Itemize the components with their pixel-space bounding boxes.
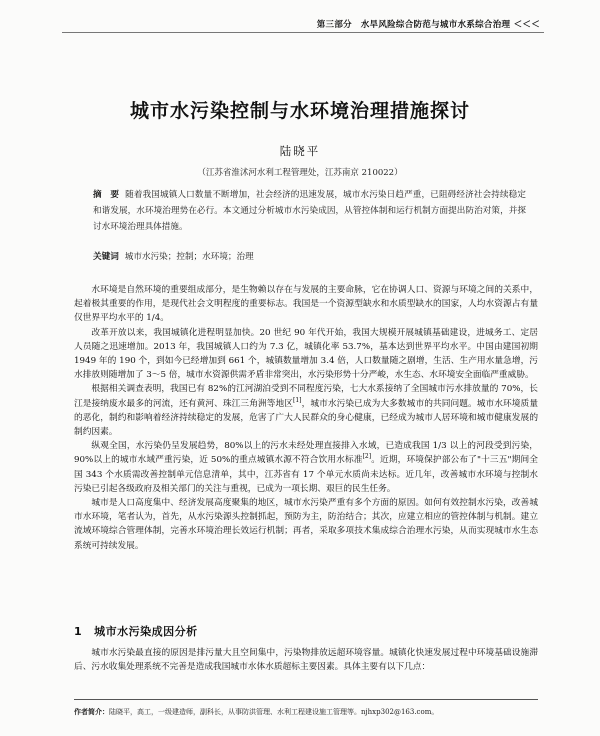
abstract-label: 摘 要 xyxy=(93,190,120,200)
body-paragraph: 城市是人口高度集中、经济发展高度聚集的地区，城市水污染严重有多个方面的原因。如何有效控制水污染，改善城市水环境，笔者认为，首先，从水污染源头控制抓起，预防为主，防治结合；其次，应建立相应的管控体制与机制。建立流域环境综合管理体制，完善水环境治理长效运行机制；再者，采取多项技术集成综合治理水污染，从而实现城市水生态系统可持续发展。 xyxy=(74,498,538,551)
section-title: 城市水污染成因分析 xyxy=(94,625,198,638)
section-number: 1 xyxy=(74,625,83,638)
footnote-text: 陆晓平，高工，一级建造师，副科长，从事防洪管理、水利工程建设施工管理等。njhxp302@163.com。 xyxy=(109,708,439,716)
citation-marker: [1] xyxy=(293,396,302,404)
abstract-text: 随着我国城镇人口数量不断增加，社会经济的迅速发展，城市水污染日趋严重，已阻碍经济社会持续稳定和谐发展，水环境治理势在必行。本文通过分析城市水污染成因，从管控体制和运行机制方面提出防治对策，并探讨水环境治理具体措施。 xyxy=(93,190,526,233)
body-paragraph: 改革开放以来，我国城镇化进程明显加快。20 世纪 90 年代开始，我国大规模开展城镇基础建设，进城务工、定居人员随之迅速增加。2013 年，我国城镇人口约为 7.3 亿，城镇化率 53.7%，基本达到世界平均水平。中国由建国初期 1949 年的 190 个，到如今已经增加到 661 个，城镇数量增加 3.4 倍，人口数量随之剧增，生活、生产用水量急增，污水排放则随增加了 3～5 倍，城市水资源供需矛盾非常突出，水污染形势十分严峻，水生态、水环境安全面临严重威胁。 xyxy=(74,327,538,381)
running-header: 第三部分 水旱风险综合防范与城市水系综合治理 ＜＜＜ xyxy=(316,20,540,30)
body-paragraph: 根据相关调查表明，我国已有 82%的江河湖泊受到不同程度污染，七大水系接纳了全国城市污水排放量的 70%，长江是接纳废水最多的河流，还有黄河、珠江三角洲等地区[1]，城市水污染已成为大多数城市的共同问题。城市水环境质量的恶化，制约和影响着经济持续稳定的发展，危害了广大人民群众的身心健康，已经成为城市人居环境和城市健康发展的制约因素。 xyxy=(74,384,539,438)
article-title: 城市水污染控制与水环境治理措施探讨 xyxy=(129,100,470,122)
introduction xyxy=(74,283,538,553)
article-author: 陆晓平 xyxy=(279,144,321,158)
footnote-divider xyxy=(74,699,538,700)
abstract xyxy=(93,187,526,236)
body-paragraph: 水环境是自然环境的重要组成部分，是生物赖以存在与发展的主要命脉，它在协调人口、资源与环境之间的关系中，起着极其重要的作用，是现代社会文明程度的重要标志。我国是一个资源型缺水和水质型缺水的国家，人均水资源占有量仅世界平均水平的 1/4。 xyxy=(74,285,538,324)
citation-marker: [2] xyxy=(362,453,372,461)
section-heading xyxy=(74,623,198,639)
footnote-label: 作者简介： xyxy=(74,708,109,716)
keywords-text: 城市水污染；控制；水环境；治理 xyxy=(124,252,254,262)
header-divider xyxy=(62,32,544,33)
keywords-label: 关键词 xyxy=(93,252,119,262)
body-paragraph: 纵观全国，水污染仍呈发展趋势，80%以上的污水未经处理直接排入水域，已造成我国 1/3 以上的河段受到污染，90%以上的城市水域严重污染，近 50%的重点城镇水源不符合饮用水标准[2]。近期，环境保护部公布了"十三五"期间全国 343 个水质需改善控制单元信息清单，其中，江苏省有 17 个单元水质尚未达标。近几年，改善城市水环境与控制水污染已引起各级政府及相关部门的关注与重视，已成为一项长期、艰巨的民生任务。 xyxy=(74,441,538,494)
author-affiliation: （江苏省淮沭河水利工程管理处，江苏南京 210022） xyxy=(197,168,403,178)
keywords xyxy=(93,250,526,264)
author-footnote xyxy=(74,707,544,717)
section-paragraph: 城市水污染最直接的原因是排污量大且空间集中，污染物排放远超环境容量。城镇化快速发展过程中环境基础设施滞后、污水收集处理系统不完善是造成我国城市水体水质超标主要因素。具体主要有以下几点： xyxy=(74,648,538,673)
section-body xyxy=(74,646,538,674)
